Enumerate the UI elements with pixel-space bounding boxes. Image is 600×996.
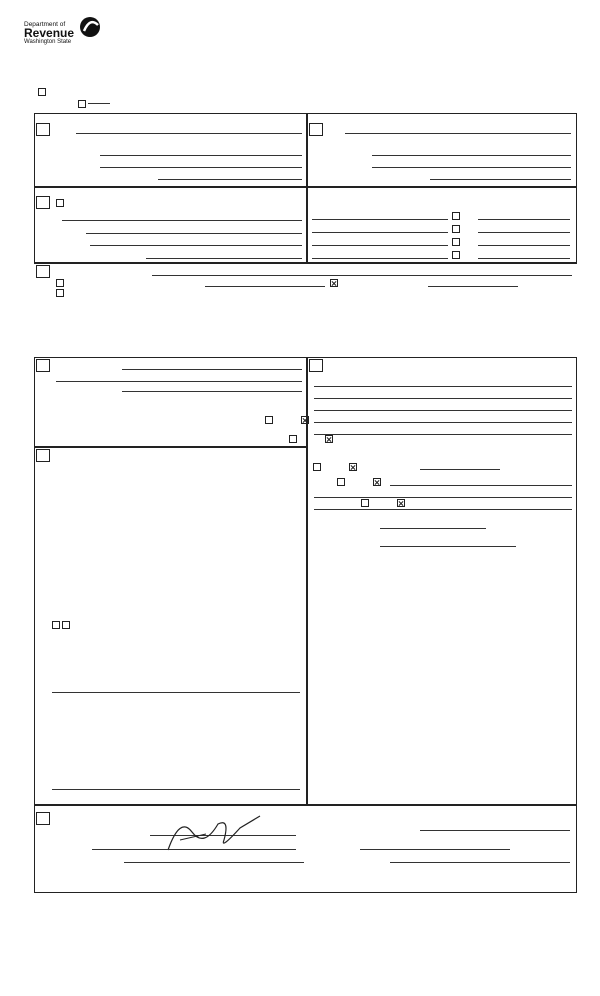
same-as-buyer-checkbox[interactable] <box>56 199 64 207</box>
logo <box>22 13 102 47</box>
seller-phone-line <box>158 179 302 180</box>
city-line <box>428 286 518 287</box>
section-7-exemption <box>307 357 577 805</box>
personal-property-checkbox[interactable] <box>452 251 460 259</box>
section-number <box>36 196 50 209</box>
section-6-current-use <box>34 447 307 805</box>
unincorporated-checkbox[interactable] <box>56 279 64 287</box>
assessed-line <box>478 245 570 246</box>
section-number <box>36 449 50 462</box>
percent-field[interactable] <box>88 103 110 104</box>
reason-line <box>390 485 572 486</box>
corr-phone-line <box>146 258 302 259</box>
print-name-line <box>52 789 300 790</box>
assessed-line <box>478 232 570 233</box>
parcel-line <box>312 219 448 220</box>
seller-city-line <box>100 167 302 168</box>
section-3-correspondence <box>34 187 307 263</box>
section-number <box>309 359 323 372</box>
parcel-line <box>312 245 448 246</box>
section-5-land-use <box>34 357 307 447</box>
corr-name-line <box>62 220 302 221</box>
grantor-date-line <box>124 862 304 863</box>
reason-line-3 <box>314 509 572 510</box>
doc-type-line <box>380 528 486 529</box>
q1-yes-checkbox[interactable] <box>265 416 273 424</box>
land-use-code-line <box>56 381 302 382</box>
grantee-print-line <box>360 849 510 850</box>
land-use-line <box>122 369 302 370</box>
personal-property-checkbox[interactable] <box>452 212 460 220</box>
parcel-line <box>312 232 448 233</box>
buyer-mail-line <box>372 155 571 156</box>
grantor-signature-scribble <box>160 810 270 854</box>
buyer-phone-line <box>430 179 571 180</box>
section-4-property <box>34 263 577 356</box>
section-number <box>36 812 50 825</box>
county-line <box>205 286 325 287</box>
personal-line <box>314 398 572 399</box>
segregated-row <box>56 289 64 297</box>
section-number <box>36 359 50 372</box>
multi-location-checkbox[interactable] <box>38 88 148 96</box>
personal-line <box>314 386 572 387</box>
buyer-side-label <box>309 145 323 181</box>
reason-line-2 <box>314 497 572 498</box>
partial-sale-checkbox[interactable] <box>78 100 110 108</box>
section-2-buyer <box>307 113 577 187</box>
does-not-checkbox[interactable] <box>62 621 70 629</box>
personal-property-checkbox[interactable] <box>452 225 460 233</box>
corr-mail-line <box>86 233 302 234</box>
deputy-line <box>52 692 300 693</box>
logo-text: Department of Revenue Washington State <box>24 21 75 45</box>
section-number <box>309 123 323 136</box>
parcel-line <box>312 258 448 259</box>
located-row <box>56 279 64 288</box>
buyer-name-line <box>345 133 571 134</box>
section-number <box>36 123 50 136</box>
seller-side-label <box>37 145 51 181</box>
personal-line <box>314 434 572 435</box>
personal-line <box>314 422 572 423</box>
grantee-sig-line <box>420 830 570 831</box>
wac-line <box>420 469 500 470</box>
buyer-city-line <box>372 167 571 168</box>
seller-name-line <box>76 133 302 134</box>
assessed-line <box>478 258 570 259</box>
grantor-print-line <box>92 849 296 850</box>
seller-mail-line <box>100 155 302 156</box>
checkbox[interactable] <box>38 88 46 96</box>
parcel-rows <box>312 212 574 262</box>
q2-yes-checkbox[interactable] <box>289 435 297 443</box>
section-1-seller <box>34 113 307 187</box>
this-land-row <box>52 621 70 629</box>
within-city-checkbox[interactable] <box>330 279 338 287</box>
assessed-line <box>478 219 570 220</box>
section-number <box>36 265 50 278</box>
checkbox[interactable] <box>78 100 86 108</box>
segregated-checkbox[interactable] <box>56 289 64 297</box>
street-line <box>152 275 572 276</box>
send-correspondence <box>56 199 64 208</box>
grantee-date-line <box>390 862 570 863</box>
within-row <box>330 279 338 288</box>
doc-date-line <box>380 546 516 547</box>
additional-line <box>122 391 302 392</box>
personal-line <box>314 410 572 411</box>
corr-city-line <box>90 245 302 246</box>
personal-property-checkbox[interactable] <box>452 238 460 246</box>
does-checkbox[interactable] <box>52 621 60 629</box>
